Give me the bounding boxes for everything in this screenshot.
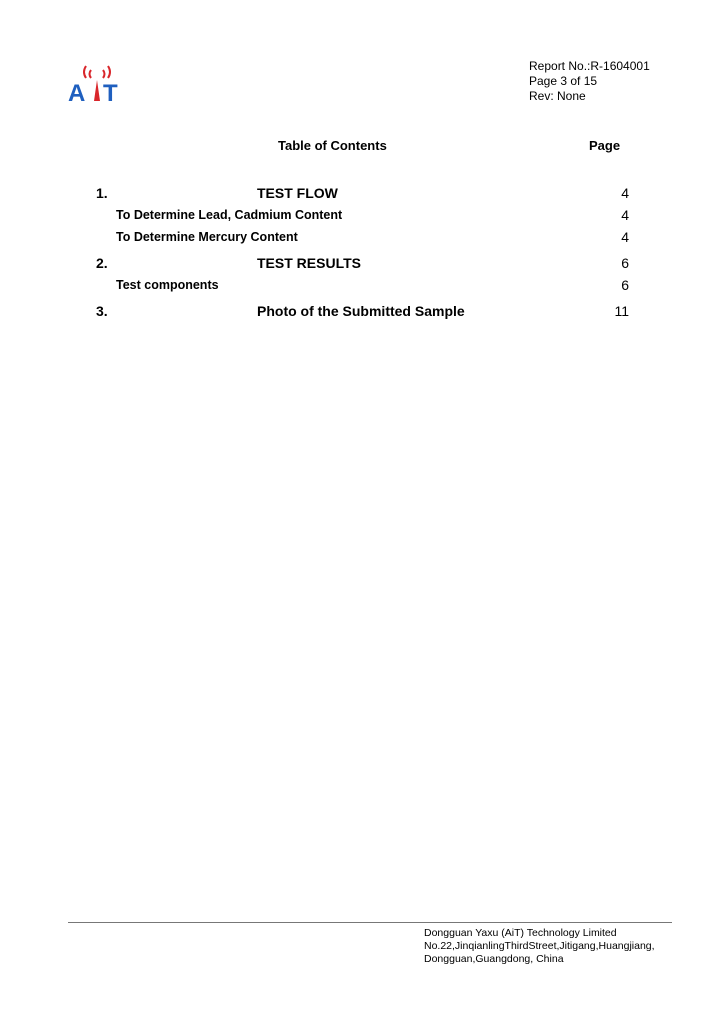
toc-entry-title: Test components	[116, 278, 219, 292]
svg-text:T: T	[103, 80, 118, 104]
toc-entry-page: 4	[621, 185, 629, 201]
company-logo	[66, 60, 128, 109]
page-number: Page 3 of 15	[529, 74, 598, 88]
toc-entry-number: 2.	[96, 255, 108, 271]
toc-entry-title: TEST RESULTS	[257, 255, 361, 271]
toc-entry-page: 6	[621, 277, 629, 293]
toc-entry-page: 11	[614, 303, 629, 319]
toc-entry-page: 4	[621, 229, 629, 245]
toc-entry-title: To Determine Mercury Content	[116, 230, 298, 244]
footer-address-line1: No.22,JinqianlingThirdStreet,Jitigang,Huangjiang,	[424, 940, 655, 952]
toc-entry-title: To Determine Lead, Cadmium Content	[116, 208, 343, 222]
footer-address-line2: Dongguan,Guangdong, China	[424, 953, 564, 965]
toc-entry-number: 1.	[96, 185, 108, 201]
toc-entry-title: Photo of the Submitted Sample	[257, 303, 465, 319]
report-number: Report No.:R-1604001	[529, 59, 650, 73]
svg-text:A: A	[68, 80, 86, 104]
toc-entry-number: 3.	[96, 303, 108, 319]
revision: Rev: None	[529, 89, 586, 103]
toc-entry-page: 4	[621, 207, 629, 223]
toc-title: Table of Contents	[278, 138, 387, 153]
footer-company: Dongguan Yaxu (AiT) Technology Limited	[424, 927, 617, 939]
footer-divider	[68, 922, 672, 923]
toc-entry-page: 6	[621, 255, 629, 271]
toc-page-heading: Page	[589, 138, 621, 153]
toc-entry-title: TEST FLOW	[257, 185, 338, 201]
